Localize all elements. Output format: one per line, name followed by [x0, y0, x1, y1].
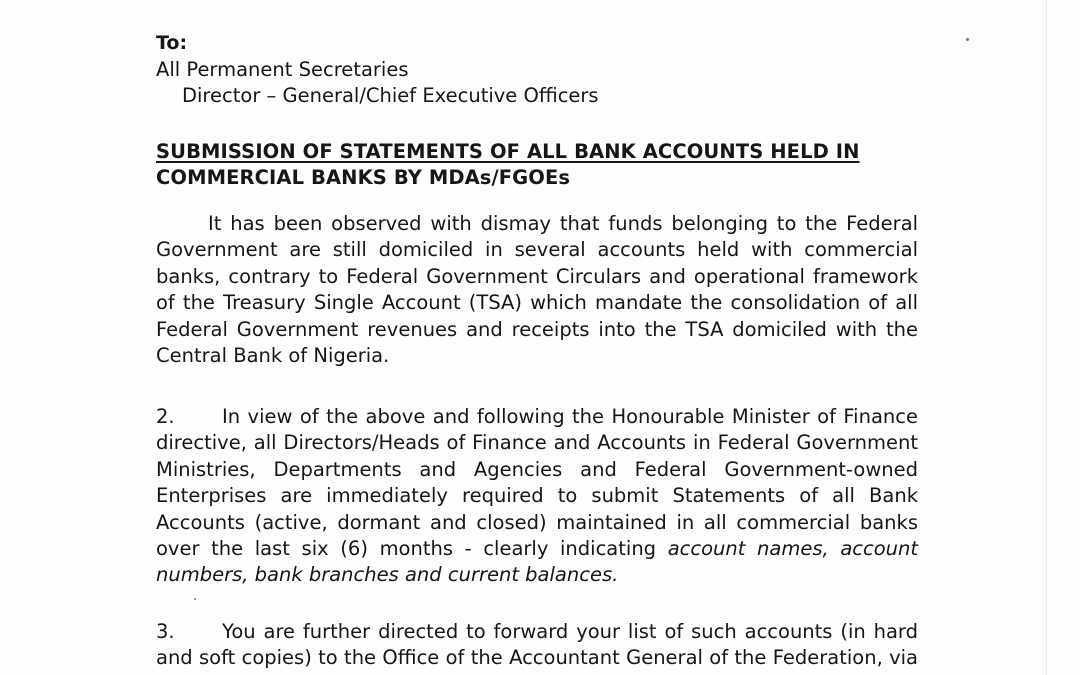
emphasis-text: numbers, bank branches and current balances. — [156, 563, 619, 587]
emphasis-text: account names, account — [667, 537, 918, 561]
subject-line-2: COMMERCIAL BANKS BY MDAs/FGOEs — [156, 166, 571, 189]
paragraph-1 — [156, 211, 918, 369]
paragraph-1-line: Federal Government revenues and receipts into the TSA domiciled with the — [156, 317, 918, 341]
paragraph-3-number: 3. — [156, 620, 175, 643]
scan-speck — [194, 598, 196, 600]
paragraph-1-line: of the Treasury Single Account (TSA) which mandate the consolidation of all — [156, 291, 918, 315]
paragraph-2-line: Enterprises are immediately required to submit Statements of all Bank — [156, 484, 918, 508]
paragraph-1-line: Central Bank of Nigeria. — [156, 344, 390, 368]
paragraph-2-line: Ministries, Departments and Agencies and Federal Government-owned — [156, 457, 918, 481]
scan-speck — [966, 38, 969, 41]
paragraph-1-line: Government are still domiciled in several accounts held with commercial — [156, 238, 918, 262]
scan-edge-line — [1046, 0, 1047, 675]
addressee-line-2: Director – General/Chief Executive Officers — [182, 84, 599, 107]
paragraph-3-line: and soft copies) to the Office of the Accountant General of the Federation, via — [156, 646, 918, 670]
addressee-line-1: All Permanent Secretaries — [156, 58, 409, 81]
paragraph-2 — [156, 404, 918, 589]
paragraph-2-line: 2. In view of the above and following the Honourable Minister of Finance — [156, 404, 918, 430]
paragraph-3 — [156, 619, 918, 672]
subject-line-1: SUBMISSION OF STATEMENTS OF ALL BANK ACCOUNTS HELD IN — [156, 140, 860, 163]
paragraph-2-line: over the last six (6) months - clearly indicating account names, account — [156, 537, 918, 561]
paragraph-1-line: banks, contrary to Federal Government Circulars and operational framework — [156, 264, 918, 288]
paragraph-2-line: Accounts (active, dormant and closed) maintained in all commercial banks — [156, 510, 918, 534]
cut-off-text-fragment — [156, 665, 916, 675]
subject-heading — [156, 139, 918, 191]
paragraph-2-number: 2. — [156, 405, 175, 428]
paragraph-3-line: 3. You are further directed to forward your list of such accounts (in hard — [156, 619, 918, 645]
paragraph-2-line — [156, 562, 918, 588]
to-label: To: — [156, 32, 188, 54]
paragraph-2-line: directive, all Directors/Heads of Finance and Accounts in Federal Government — [156, 431, 918, 455]
paragraph-1-line: It has been observed with dismay that funds belonging to the Federal — [208, 212, 918, 235]
